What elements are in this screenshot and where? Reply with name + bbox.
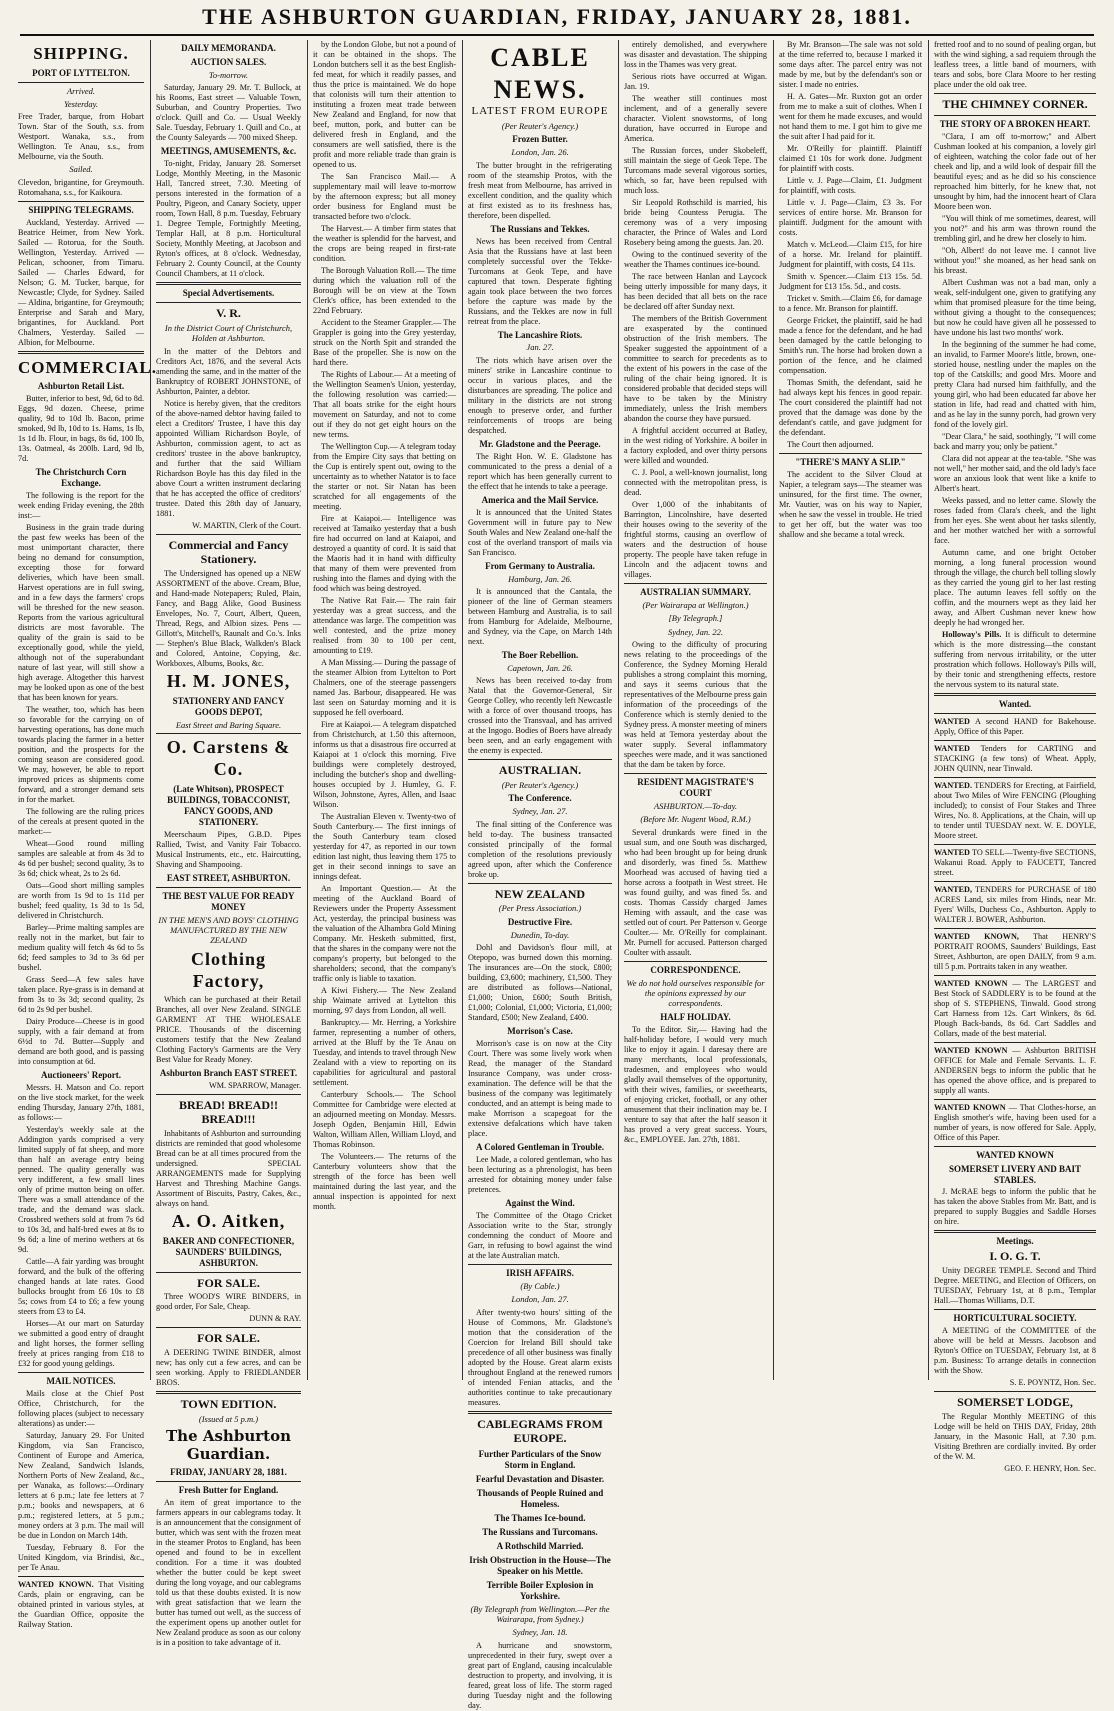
classified-ad-text: A second HAND for Bakehouse. Apply, Office of this Paper. xyxy=(934,716,1096,736)
story-heading: THE STORY OF A BROKEN HEART. xyxy=(939,118,1091,129)
news-para: by the London Globe, but not a pound of it can be obtained in the shops. The London butchers sell it as the best English-fed meat, for which it readily passes, and thus the price is maintained. We do hope that colonists will turn their attention to instituting a frozen meat trade between New Zealand and England, for now that beef, mutton, pork, and butter can be delivered fresh in England, and the consumers are well satisfied, there is the profit and more reliable trade than grain is opened to us. xyxy=(313,40,456,169)
news-para: Fire at Kaiapoi.— Intelligence was received at Tamaiko yesterday that a bush fire had occurred on land at Kaiapoi, and destroyed a quantity of cord. It is said that the Maoris had it in hand with difficulty that many of them were prevented from rushing into the flames and dying with the food which was being destroyed. xyxy=(313,514,456,593)
aitken-name: A. O. Aitken, xyxy=(171,1210,286,1231)
court-heading: RESIDENT MAGISTRATE'S COURT xyxy=(637,777,754,799)
auction-para: Cattle—A fair yarding was brought forward, and the bulk of the offering changed hands at late rates. Good bullocks brought from £6 10s to £8 5s; cows from £4 to £6; a few young steers from £3 to £4. xyxy=(18,1257,144,1317)
jones-name: H. M. JONES, xyxy=(166,670,291,691)
news-para: Sir Leopold Rothschild is married, his bride being Countess Perugia. The ceremony was of a very imposing character, the Prince of Wales and Lord Rosebery being among the guests. Jan. 20. xyxy=(624,198,767,247)
rule xyxy=(779,453,922,454)
story-para: "Dear Clara," he said, soothingly, "I will come back and marry you; only be patient." xyxy=(934,431,1096,451)
stationery-text: The Undersigned has opened up a NEW ASSORTMENT of the above. Cream, Blue, and Hand-made Notepapers; Ruled, Plain, Fancy, and Bagg Alike, Good Business Envelopes, No. 7, Court, Albert, Queen, Thread, Regs, and Albion sizes. Pens — Gillott's, Mitchell's, Raunalt and Co.'s. Inks — Stephen's Blue Black, Walkden's Black and Colored, Antoine, Copying, &c. Workboxes, Albums, Books, &c. xyxy=(156,568,301,668)
morrison-text: Morrison's case is on now at the City Court. There was some lively work when Read, the manager of the Standard Insurance Company, was under cross-examination. The defence will be that the business of the company was legitimately conducted, and an attempt is being made to make Morrison a scapegoat for the extensive defalcations which have taken place. xyxy=(468,1039,612,1139)
classified-ad xyxy=(934,885,1096,925)
fire-heading: Destructive Fire. xyxy=(507,916,573,927)
court-para: Mr. O'Reilly for plaintiff. Plaintiff claimed £1 10s for work done. Judgment for plaintiff with costs. xyxy=(779,144,922,173)
court-para: Thomas Smith, the defendant, said he had always kept his fences in good repair. The court considered the plaintiff had not proved that the damage was done by the defendant's cattle, and gave judgment for the defendant. xyxy=(779,378,922,437)
column-cable-news xyxy=(468,40,612,1710)
court-para: Match v. McLeod.—Claim £15, for hire of a horse. Mr. Ireland for plaintiff. Judgment for plaintiff, with costs, £4 11s. xyxy=(779,240,922,269)
classified-ad-head: WANTED KNOWN xyxy=(934,1045,1008,1055)
produce-para: The following are the ruling prices of the cereals at present quoted in the market:— xyxy=(18,807,144,837)
dateline: Jan. 27. xyxy=(526,342,554,353)
news-para: The Harvest.— A timber firm states that the weather is splendid for the harvest, and the crops are being reaped in first-rate condition. xyxy=(313,224,456,263)
rule xyxy=(18,82,144,83)
clothing-intro: IN THE MEN'S AND BOYS' CLOTHING MANUFACTURED BY THE NEW ZEALAND xyxy=(158,914,299,946)
news-para: Owing to the continued severity of the weather the Thames continues ice-bound. xyxy=(624,250,767,269)
court-para: Smith v. Spencer.—Claim £13 15s. 5d. Judgment for £13 15s. 5d., and costs. xyxy=(779,272,922,291)
stationery-heading: Commercial and Fancy Stationery. xyxy=(168,537,289,567)
court-text: Several drunkards were fined in the usual sum, and one South was discharged, who had been brought up for being drunk and disorderly, was fined 5s. Matthew Moorhead was accused of having tied a horse across a footpath in West street. He was found guilty, and was fined 5s. and costs. Thomas Cassidy charged James Heming with assault, and the case was settled out of court. Per Patterson v. George Coulter.— Mr. O'Reilly for complainant. Mr. Purnell for accused. Patterson charged Coulter with assault. xyxy=(624,827,767,957)
story-para: Weeks passed, and no letter came. Slowly the roses faded from Clara's cheek, and the light from her eyes. She went about her tasks silently, and her mother watched her with a sorrowful face. xyxy=(934,495,1096,545)
court-place: ASHBURTON.—To-day. xyxy=(653,800,738,811)
story-para: "Clara, I am off to-morrow;" and Albert Cushman looked at his companion, a lovely girl of eighteen, watching the color fade out of her cheek and lip, and a wild look of despair fill the beautiful eyes; and as he did so his conscience reproached him bitterly, for he knew that, not unsought by him, had the innocent heart of Clara Moore been won. xyxy=(934,131,1096,211)
news-para: The Wellington Cup.— A telegram today from the Empire City says that betting on the Cup is entirely spent out, owing to the uncertainty as to whether Natator is to face the starter or not. Sir Natan has been scratched for all engagements of the meeting. xyxy=(313,442,456,511)
gladstone-text: The Right Hon. W. E. Gladstone has communicated to the press a denial of a report which has been generally current to the effect that he intends to take a peerage. xyxy=(468,451,612,491)
rule xyxy=(18,1372,144,1373)
rule xyxy=(934,1309,1096,1310)
classified-ad-head: WANTED, xyxy=(934,884,972,894)
rule xyxy=(156,1094,301,1095)
agency-note: (Per Wairarapa at Wellington.) xyxy=(642,599,749,610)
horticultural-heading: HORTICULTURAL SOCIETY. xyxy=(953,1313,1077,1324)
classified-ad-head: WANTED xyxy=(934,847,970,857)
cable-item: Further Particulars of the Snow Storm in England. xyxy=(478,1448,602,1470)
classified-ad-head: WANTED xyxy=(934,716,970,726)
lodge-text: The Regular Monthly MEETING of this Lodge will be held on THIS DAY, Friday, 28th January, in the Masonic Hall, at 7.30 p.m. Visiting Brethren are cordially invited. By order of the W. M. xyxy=(934,1411,1096,1461)
leader-heading: Fresh Butter for England. xyxy=(178,1484,279,1495)
rule xyxy=(156,887,301,888)
retail-text: Butter, inferior to best, 9d, 6d to 8d. Eggs, 9d dozen. Cheese, prime quality, 9d to 10d lb. Bacon, prime smoked, 9d lb, 10d to 1s. Hams, 1s lb, 1s 1d lb. Flour, in bags, 8s 6d, 100 lb, 13s. Oatmeal, 4s 200lb. Lard, 9d lb, 7d. xyxy=(18,394,144,464)
arrived-heading: Arrived. xyxy=(66,85,96,96)
best-value-heading: THE BEST VALUE FOR READY MONEY xyxy=(162,890,295,912)
story-para: Albert Cushman was not a bad man, only a weak, self-indulgent one, given to gratifying any whim that promised pleasure for the time being, without giving a thought to the consequences; but now he could have given all he possessed to have undone his last two months' work. xyxy=(934,277,1096,337)
dateline: Hamburg, Jan. 26. xyxy=(508,573,572,584)
rule xyxy=(468,1264,612,1265)
rule xyxy=(934,1146,1096,1147)
story-para: "You will think of me sometimes, dearest, will you not?" and his arm was thrown round the trembling girl, and he drew her closely to him. xyxy=(934,213,1096,243)
wind-text: The Committee of the Otago Cricket Association write to the Star, strongly condemning the conduct of Moore and Garr, in refusing to bowl against the wind at the late Australian match. xyxy=(468,1210,612,1260)
carstens-address: EAST STREET, ASHBURTON. xyxy=(166,872,291,883)
rule xyxy=(934,713,1096,714)
sailed-text: Clevedon, brigantine, for Greymouth. Rotomahana, s.s., for Kaikoura. xyxy=(18,177,144,197)
dateline: Sydney, Jan. 22. xyxy=(668,626,723,637)
paper-name: The Ashburton Guardian. xyxy=(166,1427,291,1464)
irish-heading: IRISH AFFAIRS. xyxy=(506,1267,574,1278)
court-para: Tricket v. Smith.—Claim £6, for damage to a fence. Mr. Branson for plaintiff. xyxy=(779,294,922,313)
wind-heading: Against the Wind. xyxy=(505,1197,575,1208)
leader-para: An item of great importance to the farmers appears in our cablegrams today. It is an announcement that the consignment of butter, which was sent with the frozen meat in the steamer Protos to England, has been opened and found to be in excellent condition. For a time it was doubted whether the butter could be kept sweet during the long voyage, and our cablegrams told us that these doubts existed. It is now with great satisfaction that we learn the butter has turned out well, as the success of the experiment opens up another outlet for New Zealand produce as soon as our colony is in a position to take advantage of it. xyxy=(156,1497,301,1647)
rule xyxy=(934,928,1096,929)
rule xyxy=(934,115,1096,116)
news-para: A Kiwi Fishery.— The New Zealand ship Waimate arrived at Lyttelton this morning, 97 days from London, all well. xyxy=(313,986,456,1015)
telegrams-text: Auckland, Yesterday. Arrived — Beatrice Heimer, from New York. Sailed — Rotorua, for the South. Wellington, Yesterday. Arrived — Pelican, schooner, from Timaru. Sailed — Charles Edward, for Nelson; G. M. Tucker, barque, for Newcastle; Clyde, for Sydney. Sailed — Aldina, brigantine, for Greymouth; Enterprise and Sarah and Mary, brigantines, for Auckland. Port Chalmers, Yesterday. Sailed — Albion, for Melbourne. xyxy=(18,217,144,347)
memoranda-heading: DAILY MEMORANDA. xyxy=(181,43,276,53)
rule xyxy=(156,534,301,535)
column-court-cases xyxy=(779,40,922,1380)
irish-text: After twenty-two hours' sitting of the House of Commons, Mr. Gladstone's motion that the consideration of the Coercion for Ireland Bill should take precedence of all other business was finally adopted by the House. Great alarm exists throughout England at the renewed rumors of intended Fenian attacks, and the authorities continue to take precautionary measures. xyxy=(468,1307,612,1407)
clothing-address: Ashburton Branch EAST STREET. xyxy=(159,1067,298,1078)
carstens-line: (Late Whitson), PROSPECT BUILDINGS, TOBACCONIST, FANCY GOODS, AND STATIONERY. xyxy=(167,783,290,827)
cable-item: Terrible Boiler Explosion in Yorkshire. xyxy=(486,1579,594,1601)
dateline: Dunedin, To-day. xyxy=(510,929,570,940)
arrived-text: Free Trader, barque, from Hobart Town. Star of the South, s.s. from Westport. Wanaka, s.s., from Wellington. Te Anau, s.s., from Melbourne, via the South. xyxy=(18,112,144,162)
dateline: Capetown, Jan. 26. xyxy=(507,663,573,674)
auction-para: Horses—At our mart on Saturday we submitted a good entry of draught and light horses, the former selling freely at prices ranging from £18 to £32 for good young geldings. xyxy=(18,1319,144,1369)
paper-date: FRIDAY, JANUARY 28, 1881. xyxy=(170,1466,287,1477)
dateline: London, Jan. 27. xyxy=(511,1294,569,1305)
wanted-heading: Wanted. xyxy=(998,698,1032,709)
rule xyxy=(468,1411,612,1414)
classified-ad-text: — That Clothes-horse, an English smother's wife, having been used for a number of years, is now offered for Sale. Apply, Office of this Paper. xyxy=(934,1102,1096,1142)
horticultural-signature: S. E. POYNTZ, Hon. Sec. xyxy=(1009,1378,1096,1388)
agency-note: (By Telegraph from Wellington.—Per the Wairarapa, from Sydney.) xyxy=(470,1603,610,1624)
rule xyxy=(18,1576,144,1577)
classified-ad xyxy=(934,717,1096,737)
news-para: The race between Hanlan and Laycock being utterly impossible for many days, it has been decided that all bets on the race be declared off after Sunday next. xyxy=(624,272,767,311)
produce-para: Wheat—Good round milling samples are saleable at from 4s 3d to 4s 6d per bushel; second quality, 3s to 3s 6d; chick wheat, 2s to 2s 6d. xyxy=(18,839,144,879)
news-para: A Man Missing.— During the passage of the steamer Albion from Lyttelton to Port Chalmers, one of the steerage passengers named Jas. Barbour, disappeared. He was last seen on Saturday morning and it is supposed he fell overboard. xyxy=(313,658,456,717)
classified-ad-head: WANTED KNOWN xyxy=(934,1102,1006,1112)
carstens-name: O. Carstens & Co. xyxy=(166,737,291,780)
frozen-butter-text: The butter brought in the refrigerating room of the steamship Protos, with the fresh meat from Melbourne, has arrived in excellent condition, and the quality which at first existed as to its freshness has, therefore, been dispelled. xyxy=(468,160,612,220)
agency-note: (Per Reuter's Agency.) xyxy=(501,120,579,131)
produce-heading: The Christchurch Corn Exchange. xyxy=(35,467,127,489)
boer-text: News has been received to-day from Natal that the Governor-General, Sir George Colley, who recently left Newcastle with a force of over thousand troops, has crossed into the Transvaal, and has arrived at the Ingogo. Bodies of Boers have already been seen, and an early engagement with the enemy is expected. xyxy=(468,676,612,756)
news-para: The weather still continues most inclement, and of a generally severe character. Violent snowstorms, of long duration, have occurred in Europe and America. xyxy=(624,94,767,143)
court-heading: In the District Court of Christchurch, Holden at Ashburton. xyxy=(164,322,293,344)
classified-ad xyxy=(934,932,1096,972)
cable-item: The Russians and Turcomans. xyxy=(482,1526,598,1537)
cable-text: A hurricane and snowstorm, unprecedented in their fury, swept over a great part of England, causing incalculable destruction to property, and involving, it is feared, great loss of life. The storm raged during Tuesday night and the following day. xyxy=(468,1640,612,1710)
notice-signature: W. MARTIN, Clerk of the Court. xyxy=(192,520,301,530)
correspondence-note: We do not hold ourselves responsible for the opinions expressed by our correspondents. xyxy=(626,977,765,1009)
america-heading: America and the Mail Service. xyxy=(481,494,599,505)
livery-subheading: SOMERSET LIVERY AND BAIT STABLES. xyxy=(949,1163,1081,1185)
rule xyxy=(624,583,767,584)
lancashire-text: The riots which have arisen over the miners' strike in Lancashire continue to occur in various places, and the disturbances are spreading. The police and military in the districts are not strong enough to preserve order, and further reinforcements of troops are being despatched. xyxy=(468,355,612,435)
story-para: In the beginning of the summer he had come, an invalid, to Farmer Moore's little, brown, one-storied house, nestling under the maples on the top of the Catskills; and good Mrs. Moore and pretty Clara had nursed him faithfully, and the young girl, who had been educated far above her station in life, had read and chatted with him, and as he lay in the sunny porch, had grown very fond of the lovely girl. xyxy=(934,339,1096,429)
rule xyxy=(156,733,301,734)
classified-ad-head: WANTED. xyxy=(934,780,972,790)
auction-para: Yesterday's weekly sale at the Addington yards comprised a very limited supply of fat sheep, and more than half an average entry being penned. The quality generally was very indifferent, a few small lines only of prime mutton being on offer. There was a small attendance of the trade, and the demand was slack. Crossbred wethers sold at from 7s 6d to 10s 3d, and half-bred ewes at 8s to 9s 6d; a line of merino wethers at 6s 9d. xyxy=(18,1125,144,1255)
agency-note: (Per Reuter's Agency.) xyxy=(501,780,579,791)
russians-heading: The Russians and Tekkes. xyxy=(490,223,590,234)
news-para: C. J. Pool, a well-known journalist, long connected with the metropolitan press, is dead. xyxy=(624,468,767,497)
court-text: In the matter of the Debtors and Creditors Act, 1876, and the several Acts amending the same, and in the matter of the Bankruptcy of ROBERT JOHNSTONE, of Ashburton, Painter, a debtor. xyxy=(156,346,301,396)
rule xyxy=(624,961,767,962)
telegraph-note: [By Telegraph.] xyxy=(668,613,723,624)
rule xyxy=(156,1272,301,1273)
telegrams-heading: SHIPPING TELEGRAMS. xyxy=(28,204,134,215)
bread-text: Inhabitants of Ashburton and surrounding districts are reminded that good wholesome Bread can be at all times procured from the undersigned. SPECIAL ARRANGEMENTS made for Supplying Harvest and Threshing Machine Gangs. Assortment of Biscuits, Pastry, Cakes, &c., always on hand. xyxy=(156,1128,301,1208)
gladstone-heading: Mr. Gladstone and the Peerage. xyxy=(479,438,601,449)
classified-ad xyxy=(934,1046,1096,1096)
for-sale-heading: FOR SALE. xyxy=(197,1275,260,1290)
news-para: An Important Question.— At the meeting of the Auckland Board of Reviewers under the Property Assessment Act, yesterday, the principal business was the valuation of the Alhambra Gold Mining Company. Mr. Hesketh submitted, first, that the shares in the company were not the company's property, but belonged to the shareholders; second, that the company's traffic only is liable to taxation. xyxy=(313,884,456,983)
clothing-factory-heading: Clothing Factory, xyxy=(190,948,267,991)
slip-heading: "THERE'S MANY A SLIP." xyxy=(795,457,906,467)
mail-para: Tuesday, February 8. For the United Kingdom, via Brindisi, &c., per Te Anau. xyxy=(18,1543,144,1573)
classified-ad-text: — Ashburton BRITISH OFFICE for Male and Female Servants. L. F. ANDERSEN begs to inform the public that he has opened the above office, and is prepared to supply all wants. xyxy=(934,1045,1096,1095)
meetings-text: To-night, Friday, January 28. Somerset Lodge, Monthly Meeting, in the Masonic Hall, Tancred street, 7.30. Meeting of persons interested in the formation of a Poultry, Pigeon, and Canary Society, upper room, Town Hall, 8 p.m. Tuesday, February 1. Degree Temple, Fortnightly Meeting, Templar Hall, at 8 p.m. Horticultural Society, Monthly Meeting, at Jacobson and Ryton's offices, at 8 o'clock. Wednesday, February 2. County Council, at the County Council Chambers, at 11 o'clock. xyxy=(156,159,301,279)
column-separator xyxy=(462,40,463,1380)
russians-text: News has been received from Central Asia that the Russians have at last been completely successful over the Tekke-Turcomans at Geok Tepe, and have captured that town. Desperate fighting again took place between the two forces before the capture was made by the Russians, and the Tekkes are now in full retreat from the place. xyxy=(468,236,612,326)
clothing-text: Which can be purchased at their Retail Branches, all over New Zealand. SINGLE GARMENT AT THE WHOLESALE PRICE. Thousands of the discerning customers testify that the New Zealand Clothing Factory's Garments are the Very Best Value for Ready Money. xyxy=(156,994,301,1064)
rule xyxy=(934,777,1096,778)
memoranda-text: Saturday, January 29. Mr. T. Bullock, at his Rooms, East street — Valuable Town, Suburban, and Country Properties. Two o'clock. Quill and Co. — Usual Weekly Sale. Tuesday, February 1. Quill and Co., at the County Saleyards — 700 mixed Sheep. xyxy=(156,83,301,143)
court-para: George Fricket, the plaintiff, said he had made a fence for the defendant, and he had been damaged by the cattle belonging to Smith's run. The horse had broken down a portion of the fence, and he claimed compensation. xyxy=(779,316,922,375)
australian-heading: AUSTRALIAN. xyxy=(498,763,582,778)
rule xyxy=(18,351,144,354)
lodge-signature: GEO. F. HENRY, Hon. Sec. xyxy=(1004,1463,1096,1473)
produce-para: Barley—Prime malting samples are really not in the market, but fair to medium quality will fetch 4s 6d to 5s 6d; feed samples to 3d to 3s 6d per bushel. xyxy=(18,923,144,973)
court-para: Little v. J. Page—Claim, £1. Judgment for plaintiff, with costs. xyxy=(779,176,922,195)
classified-ad-text: — The LARGEST and Best Stock of SADDLERY is to be found at the shop of S. STEPHENS, Tinwald. Good strong Cart Harness from 12s. Cart Winkers, 8s 6d. Plough Back-bands, 8s 6d. Cart Saddles and Collars, made of the best material. xyxy=(934,978,1096,1038)
mail-para: Saturday, January 29. For United Kingdom, via San Francisco, Continent of Europe and America, New Zealand, Sandwich Islands, Northern Ports of New Zealand, &c., per Wanaka, as follows:—Ordinary letters at 6 p.m.; late fee letters at 7 p.m.; books and newspapers, at 6 p.m.; registered letters, at 5 p.m.; money orders at 3 p.m. The mail will be due in London on March 14th. xyxy=(18,1431,144,1541)
germany-text: It is announced that the Cantala, the pioneer of the line of German steamers between Hamburg and Australia, is to sail from Hamburg for Adelaide, Melbourne, and Sydney, via the Cape, on March 14th next. xyxy=(468,587,612,647)
news-para: Fire at Kaiapoi.— A telegram dispatched from Christchurch, at 1.50 this afternoon, informs us that a disastrous fire occurred at Kaiapoi at 1 o'clock this morning. Five buildings were completely destroyed, including the butcher's shop and dwelling-houses occupied by J. Humley, G. F. Wilson, Johnstone, Ayres, Allen, and Isaac Wilson. xyxy=(313,720,456,809)
news-para: The Australian Eleven v. Twenty-two of South Canterbury.— The first innings of the South Canterbury team closed yesterday for 47, as reported in our town edition last night, thus leaving them 175 to get in their second innings to save an innings defeat. xyxy=(313,812,456,881)
boer-heading: The Boer Rebellion. xyxy=(501,650,579,661)
iogt-heading: I. O. G. T. xyxy=(989,1249,1041,1264)
lodge-heading: SOMERSET LODGE, xyxy=(957,1395,1073,1410)
commercial-heading: COMMERCIAL. xyxy=(18,357,157,377)
half-holiday-text: To the Editor. Sir,— Having had the half-holiday before, I would very much like to enjoy it again. I daresay there are many merchants, local professionals, tradesmen, and employees who would gladly avail themselves of the opportunity, with their wives, families, or sweethearts, of enjoying cricket, football, or any other amusement that their inclination may be. I venture to say that after the half season it has proved a very great success. Yours, &c., EMPLOYEE. Jan. 27th, 1881. xyxy=(624,1024,767,1144)
dateline: London, Jan. 26. xyxy=(511,147,569,158)
classified-ad xyxy=(934,744,1096,774)
frozen-butter-heading: Frozen Butter. xyxy=(512,134,568,145)
news-para: The Volunteers.— The returns of the Canterbury volunteers show that the strength of the force has been well maintained during the last year, and the annual inspection is appointed for next month. xyxy=(313,1152,456,1211)
cable-item: The Thames Ice-bound. xyxy=(494,1512,586,1523)
wanted-known-heading: WANTED KNOWN. xyxy=(18,1580,94,1590)
special-ads-heading: Special Advertisements. xyxy=(182,288,275,299)
news-para: Canterbury Schools.— The School Committee for Cambridge were elected at an adjourned meeting on Monday. Messrs. Joseph Ogden, Benjamin Hill, Edwin Walton, William Allen, William Lloyd, and Thomas Robinson. xyxy=(313,1090,456,1149)
column-cable-continued xyxy=(624,40,767,1380)
classified-ad xyxy=(934,979,1096,1039)
wanted-known-ad xyxy=(18,1580,144,1630)
masthead-rule xyxy=(20,34,1094,36)
carstens-text: Meerschaum Pipes, G.B.D. Pipes Rallied, Twist, and Vanity Fair Tobacco. Musical Instruments, etc., etc. Haircutting, Shaving and Shampooing. xyxy=(156,829,301,869)
lancashire-heading: The Lancashire Riots. xyxy=(497,329,583,340)
for-sale-heading: FOR SALE. xyxy=(197,1331,260,1346)
rule xyxy=(934,740,1096,741)
rule xyxy=(934,1230,1096,1233)
fire-text: Dohl and Davidson's flour mill, at Otepopo, was burned down this morning. The insurances are—On the stock, £800; building, £3,600; machinery, £1,500. They are distributed as follows—National, £1,000; Union, £600; South British, £1,000; Colonial, £1,000; Victoria, £1,000; Standard, £500; New Zealand, £400. xyxy=(468,943,612,1023)
classified-ad-text: That HENRY'S PORTRAIT ROOMS, Saunders' Buildings, East Street, Ashburton, are open DAILY, from 9 a.m. till 5 p.m. Portraits taken in any weather. xyxy=(934,931,1096,971)
america-text: It is announced that the United States Government will in future pay to New South Wales and New Zealand one-half the cost of the overland transport of mails via San Francisco. xyxy=(468,507,612,557)
yesterday-label: Yesterday. xyxy=(63,99,99,110)
rule xyxy=(934,844,1096,845)
aitken-line: BAKER AND CONFECTIONER, SAUNDERS' BUILDINGS, ASHBURTON. xyxy=(162,1235,295,1268)
town-edition-heading: TOWN EDITION. xyxy=(180,1397,277,1412)
rule xyxy=(934,975,1096,976)
rule xyxy=(156,282,301,285)
rule xyxy=(156,302,301,303)
holloway-ad xyxy=(934,630,1096,690)
dateline: Sydney, Jan. 27. xyxy=(512,806,568,817)
column-separator xyxy=(150,40,151,1380)
classified-ad-text: TENDERS for Erecting, at Fairfield, about Two Miles of Wire FENCING (Ploughing included); to consist of Four Stakes and Three Wires, No. 8. Applications, at the Chain, will up to tender until TUESDAY next. W. E. DOYLE, Moore street. xyxy=(934,780,1096,840)
half-holiday-heading: HALF HOLIDAY. xyxy=(660,1011,731,1022)
news-para: The San Francisco Mail.— A supplementary mail will leave to-morrow by the afternoon express; but all money order business for England must be transacted before two o'clock. xyxy=(313,172,456,221)
story-tail-text: fretted roof and to no sound of pealing organ, but with the wind sighing, a sad requiem through the leafless trees, a little band of mourners, with tears and sobs, bore Clara Moore to her resting place under the old oak tree. xyxy=(934,40,1096,89)
classified-ad-text: TO SELL—Twenty-five SECTIONS, Wakanui Road. Apply to FAUCETT, Tancred street. xyxy=(934,847,1096,877)
agency-note: (Per Press Association.) xyxy=(498,903,582,914)
vr-heading: V. R. xyxy=(216,306,241,321)
classified-ad-head: WANTED xyxy=(934,743,970,753)
produce-para: The following is the report for the week ending Friday evening, the 28th inst:— xyxy=(18,491,144,521)
meetings-heading: MEETINGS, AMUSEMENTS, &c. xyxy=(160,146,297,157)
rule xyxy=(468,759,612,760)
conference-text: The final sitting of the Conference was held to-day. The business transacted consisted principally of the formal completion of the resolutions previously agreed upon, after which the Conference broke up. xyxy=(468,819,612,879)
column-memoranda xyxy=(156,40,301,1647)
gentleman-text: Lee Made, a colored gentleman, who has been lecturing as a phrenologist, has been arrested for obtaining money under false pretences. xyxy=(468,1154,612,1194)
australian-summary-heading: AUSTRALIAN SUMMARY. xyxy=(640,587,751,597)
conference-heading: The Conference. xyxy=(508,793,572,804)
story-para: Clara did not appear at the tea-table. "She was not well," her mother said, and the old lady's face wore an anxious look that went like a knife to Albert's heart. xyxy=(934,453,1096,493)
rule xyxy=(156,1391,301,1394)
latest-europe-heading: LATEST FROM EUROPE xyxy=(471,105,609,118)
iogt-text: Unity DEGREE TEMPLE. Second and Third Degree. MEETING, and Election of Officers, on TUESDAY, February 1st, at 8 p.m., Templar Hall.—Thomas Williams, D.T. xyxy=(934,1266,1096,1306)
rule xyxy=(468,883,612,884)
correspondence-heading: CORRESPONDENCE. xyxy=(650,964,741,975)
agency-note: (By Cable.) xyxy=(520,1280,560,1291)
column-separator xyxy=(307,40,308,1380)
for-sale-text: Three WOOD'S WIRE BINDERS, in good order, For Sale, Cheap. xyxy=(156,1292,301,1312)
news-para: Bankruptcy.— Mr. Herring, a Yorkshire farmer, representing a number of others, arrived at the Bluff by the Te Anau on Tuesday, and intends to travel through New Zealand with a view to reporting on its capabilities for agricultural and pastoral settlement. xyxy=(313,1018,456,1087)
livery-text: J. McRAE begs to inform the public that he has taken the above Stables from Mr. Batt, and is prepared to supply Buggies and Saddle Horses on hire. xyxy=(934,1187,1096,1227)
sailed-heading: Sailed. xyxy=(69,164,93,175)
column-separator xyxy=(618,40,619,1380)
cable-item: Irish Obstruction in the House—The Speaker on his Mettle. xyxy=(469,1554,611,1576)
cable-item: Fearful Devastation and Disaster. xyxy=(475,1473,605,1484)
classified-ad xyxy=(934,1103,1096,1143)
jones-line: STATIONERY AND FANCY GOODS DEPOT, xyxy=(172,695,285,717)
rule xyxy=(156,1327,301,1328)
new-zealand-heading: NEW ZEALAND xyxy=(494,886,586,901)
wanted-known-text: That Visiting Cards, plain or engraving, can be obtained printed in various styles, at the Guardian Office, opposite the Railway Station. xyxy=(18,1580,144,1630)
holloway-heading: Holloway's Pills. xyxy=(942,629,1002,639)
column-separator xyxy=(773,40,774,1380)
classified-ad-head: WANTED KNOWN, xyxy=(934,931,1019,941)
australian-summary-text: Owing to the difficulty of procuring news relating to the proceedings of the Conference, the Sydney Morning Herald publishes a strong complaint this morning, and says it seems curious that the representatives of the Melbourne press gain information of the proceedings of the Conference which is sternly denied to the Sydney press. A monster meeting of miners was held at Temora yesterday about the water supply. Several inflammatory speeches were made, and it was sanctioned that the dam be taken by force. xyxy=(624,640,768,770)
story-para: Autumn came, and one bright October morning, a long funeral procession wound through the village, the church bell tolling slowly as they carried the young girl to her last resting place. The autumn leaves fell softly on the coffin, and the mourners wept as they laid her away, and Albert Cushman never knew how deeply he had wronged her. xyxy=(934,547,1096,627)
rule xyxy=(18,201,144,202)
story-para: "Oh, Albert! do not leave me. I cannot live without you!" she moaned, as her head sank on his breast. xyxy=(934,245,1096,275)
tomorrow-label: To-morrow. xyxy=(208,69,249,80)
court-para: Little v. J. Page—Claim, £3 3s. For services of entire horse. Mr. Branson for plaintiff. Judgment for the amount with costs. xyxy=(779,198,922,237)
for-sale-text: A DEERING TWINE BINDER, almost new; has only cut a few acres, and can be seen working. Apply to FRIEDLANDER BROS. xyxy=(156,1348,301,1388)
livery-heading: WANTED KNOWN xyxy=(976,1149,1054,1160)
cable-news-heading: CABLE NEWS. xyxy=(490,43,590,104)
germany-heading: From Germany to Australia. xyxy=(485,560,595,571)
shipping-heading: SHIPPING. xyxy=(33,44,129,63)
news-para: Over 1,000 of the inhabitants of Barrington, Lincolnshire, have deserted their houses owing to the severity of the frightful storms, causing an overflow of waters and the destruction of house property. The people have taken refuge in Lincoln and the adjacent towns and villages. xyxy=(624,500,767,579)
meetings-heading: Meetings. xyxy=(996,1236,1034,1247)
produce-para: Business in the grain trade during the past few weeks has been of the most unimportant character, there being no demand for consumption, excepting those for forward deliveries, which have been small. Harvest operations are in full swing, and in a few days the farmers' crops will be threshed for the new season. Reports from the various agricultural districts are most favorable. The quality of the grain is said to be exceptionally good, while the yield, although not of the superabundant nature of last year, will still show a high average. Altogether this harvest may be looked upon as one of the best that has been known for years. xyxy=(18,523,144,703)
classified-ad-text: Tenders for CARTING and STACKING (a few tons) of Wheat. Apply, JOHN QUINN, near Tinwald. xyxy=(934,743,1096,773)
chimney-corner-heading: THE CHIMNEY CORNER. xyxy=(942,97,1088,111)
produce-para: Grass Seed—A few sales have taken place. Rye-grass is in demand at from 3s to 3s 3d; second quality, 2s 6d to 2s 9d per bushel. xyxy=(18,975,144,1015)
notice-text: Notice is hereby given, that the creditors of the above-named debtor having failed to elect a Creditors' Trustee, I have this day appointed William Richardson Boyle, of Ashburton, commission agent, to act as creditors' trustee in the above bankruptcy, and further that the said William Richardson Boyle has this day filed in the above Court a written instrument declaring that he has accepted the office of creditors' trustee. Dated this 28th day of January, 1881. xyxy=(156,398,301,518)
produce-para: Dairy Produce—Cheese is in good supply, with a fair demand at from 6½d to 7d. Butter—Supply and demand are both good, and is passing into consumption at 6d. xyxy=(18,1017,144,1067)
slip-text: The accident to the Silver Cloud at Napier, a telegram says—The steamer was uninsured, for the first time. The owner, Mr. Vautier, was on his way to Napier, when he saw the vessel in trouble. He tried to get her off, but the water was too shallow and she became a total wreck. xyxy=(779,469,922,539)
port-heading: PORT OF LYTTELTON. xyxy=(32,67,130,78)
news-para: The Russian forces, under Skobeleff, still maintain the siege of Geok Tepe. The Turcomans made several vigorous sorties, which, so far, have been repulsed with much loss. xyxy=(624,146,767,195)
news-para: The Native Rat Fair.— The rain fair yesterday was a great success, and the attendance was large. The competition was well contested, and the prize money realised from 30 to 100 per cent, amounting to £19. xyxy=(313,596,456,655)
column-news-notes xyxy=(313,40,456,1380)
mail-para: Mails close at the Chief Post Office, Christchurch, for the following places (subject to necessary alterations) as under:— xyxy=(18,1389,144,1429)
auction-heading: Auctioneers' Report. xyxy=(41,1070,121,1081)
rule xyxy=(934,1391,1096,1392)
rule xyxy=(934,93,1096,94)
cablegrams-heading: CABLEGRAMS FROM EUROPE. xyxy=(477,1416,603,1446)
morrison-heading: Morrison's Case. xyxy=(507,1026,573,1037)
jones-address: East Street and Baring Square. xyxy=(175,719,282,730)
for-sale-signature: DUNN & RAY. xyxy=(249,1314,301,1324)
rule xyxy=(934,1042,1096,1043)
news-para: The members of the British Government are exasperated by the continued obstruction of the Irish members. The Speaker suggested the appointment of a committee to search for precedents as to the extent of his powers in the case of the ruling of the chair being ignored. It is considered probable that decided steps will have to be taken by the Ministry immediately, unless the Irish members abandon the course they have pursued. xyxy=(624,314,767,423)
masthead: THE ASHBURTON GUARDIAN, FRIDAY, JANUARY 28, 1881. xyxy=(202,4,912,29)
town-edition-sub: (Issued at 5 p.m.) xyxy=(198,1413,259,1424)
column-shipping xyxy=(18,40,157,1630)
news-para: The Rights of Labour.— At a meeting of the Wellington Seamen's Union, yesterday, the following resolution was carried:— That all boats strike for the eight hours movement on Saturday, and not to come out if they do not get eight hours on the new terms. xyxy=(313,370,456,439)
classified-ad-text: TENDERS for PURCHASE of 180 ACRES Land, six miles from Hinds, near Mr. Fyers' Wills, Duchess Co., Ashburton. Apply to WALTER J. BOWER, Ashburton. xyxy=(934,884,1096,924)
column-chimney-corner xyxy=(934,40,1097,1473)
auction-para: Messrs. H. Matson and Co. report on the live stock market, for the week ending Thursday, January 27th, 1881, as follows:— xyxy=(18,1083,144,1123)
court-para: By Mr. Branson—The sale was not sold at the time referred to, because I marked it some days after. The parcel entry was not made by me, but by the defendant's son or sister. I made no entries. xyxy=(779,40,922,89)
court-before: (Before Mr. Nugent Wood, R.M.) xyxy=(640,814,751,825)
gentleman-heading: A Colored Gentleman in Trouble. xyxy=(475,1142,605,1153)
news-para: entirely demolished, and everywhere was disaster and devastation. The shipping loss in the Thames was very great. xyxy=(624,40,767,69)
clothing-manager: WM. SPARROW, Manager. xyxy=(209,1080,301,1090)
cable-item: A Rothschild Married. xyxy=(496,1540,584,1551)
retail-heading: Ashburton Retail List. xyxy=(37,381,125,392)
news-para: Accident to the Steamer Grappler.— The Grappler is going into the Grey yesterday, struck on the North Spit and stranded the Base of the propeller. She is now on the hard there. xyxy=(313,318,456,367)
rule xyxy=(624,773,767,774)
bread-heading: BREAD! BREAD!! BREAD!!! xyxy=(179,1097,278,1127)
horticultural-text: A MEETING of the COMMITTEE of the above will be held at Messrs. Jacobson and Ryton's Office on TUESDAY, February 1st, at 8 p.m. Business: To arrange details in connection with the Show. xyxy=(934,1326,1096,1376)
dateline: Sydney, Jan. 18. xyxy=(512,1627,568,1638)
news-para: Serious riots have occurred at Wigan. Jan. 19. xyxy=(624,72,767,91)
rule xyxy=(934,1099,1096,1100)
rule xyxy=(934,881,1096,882)
cable-item: Thousands of People Ruined and Homeless. xyxy=(476,1487,604,1509)
holloway-text: It is difficult to determine which is the more distressing—the constant suffering from nervous irritability, or the utter prostration which follows. Holloway's Pills will, by their tonic and strengthening effects, restore the nervous system to its natural state. xyxy=(934,629,1097,689)
court-para: The Court then adjourned. xyxy=(787,440,874,449)
column-separator xyxy=(928,40,929,1380)
news-para: A frightful accident occurred at Batley, in the west riding of Yorkshire. A boiler in a factory exploded, and over thirty persons were killed and wounded. xyxy=(624,426,767,465)
auction-sales-heading: AUCTION SALES. xyxy=(190,56,267,67)
rule xyxy=(934,693,1096,696)
classified-ad-head: WANTED KNOWN xyxy=(934,978,1008,988)
classified-ad xyxy=(934,781,1096,841)
produce-para: The weather, too, which has been so favorable for the carrying on of harvesting operations, has done much towards placing the farmer in a better position, and the prospects for the coming season are considered good. We may, however, be able to report improved prices as shipments come forward, and a stronger demand sets in for the market. xyxy=(18,705,144,805)
news-para: The Borough Valuation Roll.— The time during which the valuation roll of the Borough will be on view at the Town Clerk's office, has been extended to the 22nd February. xyxy=(313,266,456,315)
produce-para: Oats—Good short milling samples are worth from 1s 9d to 1s 11d per bushel; feed quality, 1s 3d to 1s 5d, delivered in Christchurch. xyxy=(18,881,144,921)
court-para: H. A. Gates—Mr. Ruxton got an order from me to make a suit of clothes. When I went for them he made excuses, and would not hand them to me. I got him to give me the suit after I had paid for it. xyxy=(779,92,922,141)
classified-ad xyxy=(934,848,1096,878)
rule xyxy=(156,1481,301,1482)
mail-heading: MAIL NOTICES. xyxy=(46,1376,116,1387)
